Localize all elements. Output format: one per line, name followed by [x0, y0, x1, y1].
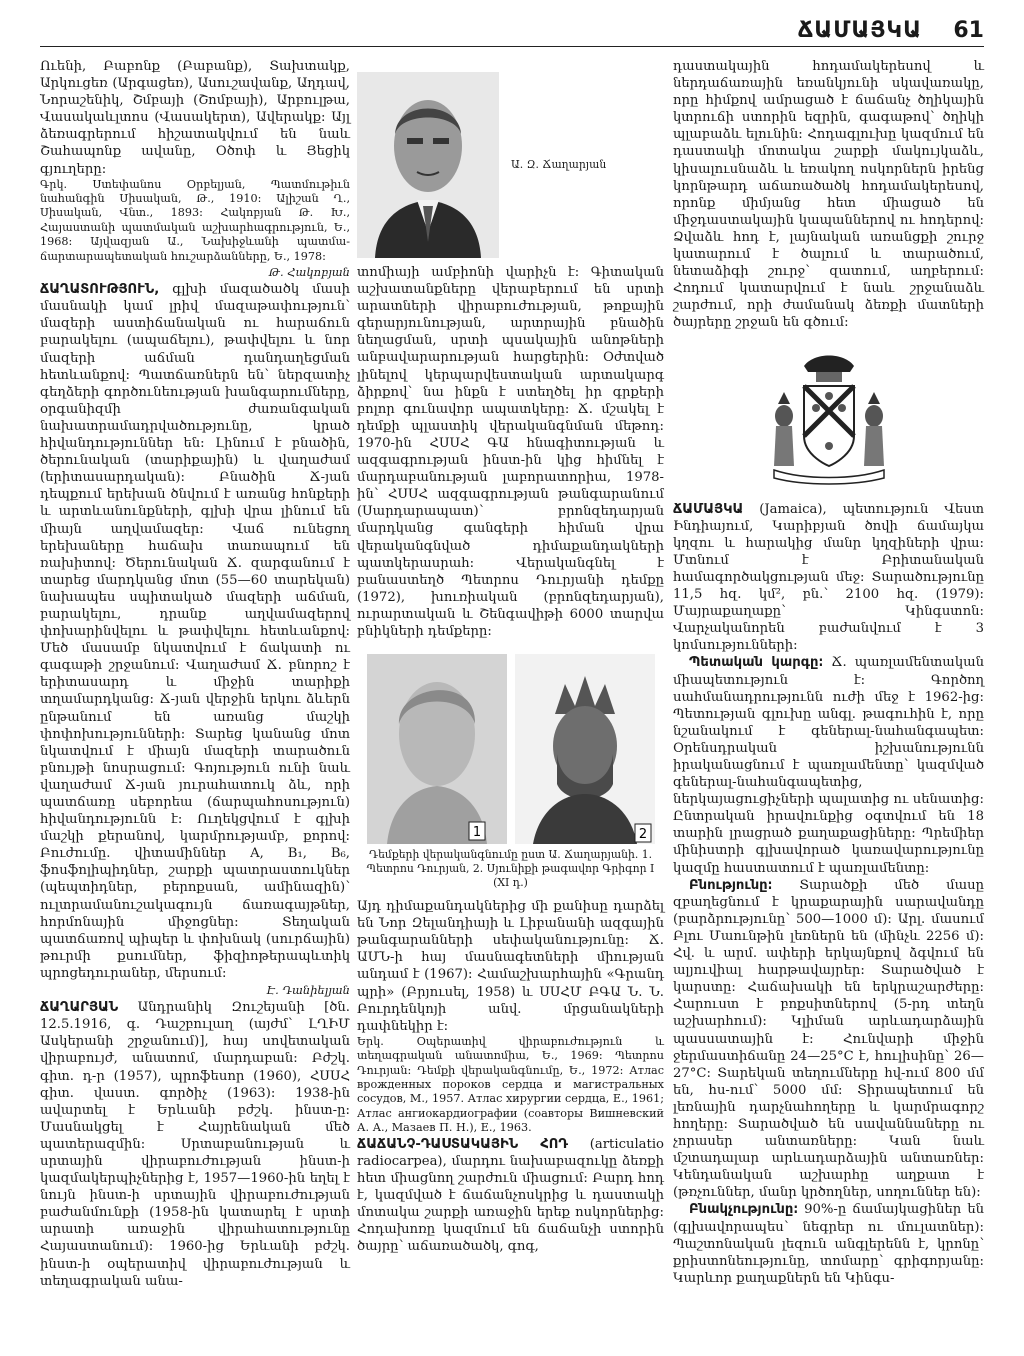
section-population [673, 1201, 984, 1286]
article-wrist-joint-cont: դաստակային հոդամակերեսով և ներդաճառային եռանկյունի սկավառակը, որը հիմքով ամրացած է ճաճանչ ծղիկային կտրուճի ստորին եզրին, գագաթով՝ ծղիկի պլաբաձև ելունին։ Հոդագլուխը կազմում են դաստակի մոտակա շարքի մակույկաձև, կիսալուսնաձև և եռակող ոսկորներն իրենց կորնթարդ աճառածածկ հոդամակերեսով, որոնք միմյանց հետ միացած են միջդաստակային կապաններով ու հոդերով։ Ձվաձև հոդ է, լայնական առանցքի շուրջ կատարում է ծալում և տարածում, նետաձիգի շուրջ՝ զատում, աղբերում։ Հոդում կատարվում է նաև շրջանաձև շարժում, որի ժամանակ ձեռքի մատների ծայրերը շրջան են գծում։ [673, 59, 984, 331]
entry-term: ՃԱՂԱՐՅԱՆ [40, 1000, 119, 1016]
svg-text:2: 2 [638, 827, 647, 843]
column-3 [673, 58, 984, 1287]
section-text: Ճ. պառլամենտական միապետություն է։ Գործող սահմանադրությունն ուժի մեջ է 1962-ից։ Պետության գլուխը անգլ. թագուհին է, որը նշանակում է գեներալ-նահանգապետ։ Օրենսդրական իշխանությունն իրականացնում է պառլամենտը՝ կազմված գեներալ-նահանգապետից, ներկայացուցիչների պալատից ու սենատից։ Ընտրական իրավունքից օգտվում են 18 տարին լրացրած քաղաքացիները։ Պրեմիեր մինիստրի գլխավորած կառավարությունը կազմը հաստատում է պառլամենտը։ [673, 655, 984, 876]
page-number: 61 [953, 18, 984, 43]
svg-text:1: 1 [472, 825, 481, 841]
author-signature-1: Թ. Հակոբյան [268, 265, 350, 280]
literature-2: Երկ. Օպերատիվ վիրաբուժություն և տեղագրական անատոմիա, Ե., 1969։ Պետրոս Դուրյան։ Դեմքի վերականգնումը, Ե., 1972։ Атлас врожденных пороков сердца и магистральных сосудов, М., 1957. Атлас хирургии сердца, Е., 1961; Атлас ангиокардиографии (соавторы Вишневский А. А., Мазаев П. Н.), Е., 1963. [357, 1034, 664, 1135]
entry-term: ՃԱՃԱՆՉ-ԴԱՍՏԱԿԱՅԻՆ ՀՈԴ [357, 1136, 569, 1152]
section-heading: Բնակչությունը։ [689, 1202, 799, 1218]
section-nature [673, 877, 984, 1202]
reconstruction-figure [357, 654, 664, 844]
entry-term: ՃԱՄԱՅԿԱ [673, 501, 744, 517]
entry-term: ՃԱՂԱՏՈՒԹՅՈՒՆ, [40, 282, 160, 298]
running-head: ՃԱՄԱՅԿԱ [797, 18, 922, 43]
article-chagharyan [40, 999, 350, 1290]
entry-text: (articulatio radiocarpea), մարդու նախաբազուկը ձեռքի հետ միացնող շարժուն միացում։ Բարդ հոդ է, կազմված է ճաճանչոսկրից և դաստակի մոտակա շարքի առաջին երեք ոսկորներից։ Հոդախոռը կազմում են ճաճանչի ստորին ծայրը՝ աճառածածկ, գոգ, [357, 1136, 664, 1255]
entry-text: (Jamaica), պետություն Վեստ Ինդիայում, Կարիբյան ծովի ճամայկա կղզու և հարակից մանր կղզիների վրա։ Մտնում է Բրիտանական համագործակցության մեջ։ Տարածությունը 11,5 հզ. կմ², բն.՝ 2100 հզ. (1979)։ Մայրաքաղաքը՝ Կինգստոն։ Վարչականորեն բաժանվում է 3 կոմսությունների։ [673, 501, 984, 654]
article-wrist-joint [357, 1136, 664, 1256]
section-text: 90%-ը ճամայկացիներ են (գլխավորապես՝ նեգրեր ու մուլատներ)։ Պաշտոնական լեզուն անգլերենն է, կրոնը՝ քրիստոնեությունը, տոմարը՝ գրիգորյանը։ Կարևոր քաղաքներն են Կինգս- [673, 1202, 984, 1286]
coat-of-arms-figure [673, 346, 984, 491]
entry-text: Անդրանիկ Զուշեյանի [ծն. 12.5.1916, գ. Դաշբուլաղ (այժմ՝ ԼՂԻՄ Ասկերանի շրջանում)], հայ սովետական վիրաբույժ, անատոմ, մարդաբան։ Բժշկ. գիտ. դ-ր (1957), պրոֆեսոր (1960), ՀՍՍՀ գիտ. վաստ. գործիչ (1963)։ 1938-ին ավարտել է Երևանի բժշկ. ինստ-ը։ Մասնակցել է Հայրենական մեծ պատերազմին։ Սրտաբանության և սրտային վիրաբուժության ինստ-ի կազմակերպիչներից է, 1957—1960-ին եղել է նույն ինստ-ի սրտային վիրաբուժության բաժանմունքի (1958-ին կատարել է սրտի արատի առաջին վիրահատությունը Հայաստանում)։ 1960-ից Երևանի բժշկ. ինստ-ի օպերատիվ վիրաբուժության և տեղագրական անա- [40, 1000, 350, 1289]
article-chagharyan-end: Այդ դիմաքանդակներից մի քանիսը դարձել են Նոր Զելանդիայի և Լիբանանի ազգային թանգարանների սեփականությունը։ Ճ. ԱՄՆ-ի հայ մասնագետների միության անդամ է (1967)։ Համաշխարհային «Գրանդ պրի» (Բրյուսել, 1958) և ՍՍՀՄ ԲԳԱ Ն. Ն. Բուրդենկոյի անվ. մրցանակների դափնեկիր է։ [357, 899, 664, 1034]
portrait-caption: Ա. Զ. Ճաղարյան [511, 158, 607, 171]
article-chagharyan-cont: տոմիայի ամբիոնի վարիչն է։ Գիտական աշխատանքները վերաբերում են սրտի արատների վիրաբուժության, թոքային գերարյունության, արտրային բնածին նեղացման, սրտի պսակային անոթների անբավարարության հարցերին։ Օժտված լինելով կերպարվեստական արտակարգ ձիրքով՝ նա ինքն է ստեղծել իր գրքերի բոլոր գունավոր ապատկերը։ Ճ. մշակել է դեմքի պլաստիկ վերականգնման մեթոդ։ 1970-ին ՀՍՍՀ ԳԱ հնագիտության և ազգագրության ինստ-ին կից հիմնել է մարդաբանության լաբորատորիա, 1978-ին՝ ՀՍՍՀ ազգագրության թանգարանում (Սարդարապատ)՝ բրոնզեդարյան մարդկանց գանգերի հիման վրա վերականգնված դիմաքանդակների պատկերասրահ։ Վերականգնել է բանաստեղծ Պետրոս Դուրյանի դեմքը (1972), խուռիական (բրոնզեդարյան), ուրարտական և Շենգավիթի 6000 տարվա բնիկների դեմքերը։ [357, 265, 664, 639]
column-1 [40, 58, 350, 1290]
author-signature-2: Է. Դանիելյան [266, 983, 350, 998]
section-heading: Բնությունը։ [689, 877, 773, 893]
section-state-system [673, 654, 984, 876]
column-2 [357, 58, 664, 1255]
section-heading: Պետական կարգը։ [689, 655, 824, 671]
coat-of-arms-icon [754, 346, 904, 486]
reconstruction-caption: Դեմքերի վերականգնումը ըստ Ա. Ճաղարյանի. 1. Պետրոս Դուրյան, 2. Սյունիքի թագավոր Գրիգոր I (XI դ.) [366, 848, 655, 890]
section-text: Տարածքի մեծ մասը զբաղեցնում է կրաքարային սարավանդը (բարձրությունը՝ 500—1000 մ)։ Արլ. մասում Բլու Մաունթին լեռներն են (մինչև 2256 մ)։ Հվ. և արմ. ափերի երկայնքով ձգվում են ալյուվիալ հարթավայրեր։ Տարածված է կարստը։ Հաճախակի են երկրաշարժերը։ Հարուստ է բոքսիտներով (5-րդ տեղն աշխարհում)։ Կլիման արևադարձային պասսատային է։ Հունվարի միջին ջերմաստիճանը 24—25°C է, հուլիսինը՝ 26—27°C։ Տարեկան տեղումները հվ-ում 800 մմ են, հս-ում՝ 5000 մմ։ Տիրապետում են լեռնային դարչնահողերը և կարմրագորշ հողերը։ Տարածված են սավաննաները ու չորասեր անտառները։ Կան նաև մշտադալար արևադարձային անտառներ։ Կենդանական աշխարհը աղքատ է (թռչուններ, մանր կրծողներ, սողուններ են)։ [673, 877, 984, 1201]
intro-paragraph: Ուենի, Բաբոնք (Բաբանք), Տախտակք, Արկուցեռ (Արգացեռ), Ասուշավանք, Աղդավ, Նորաշենիկ, Շմբայի (Շոմբայի), Արբուլթա, Վասակաևլտոս (Վասակերտ), Ավերակք։ Այլ ձեռագրերում հիշատակվում են նաև Շահապոնք ավանը, Օծոփ և Յեցիկ գյուղերը։ [40, 59, 350, 177]
entry-text: գլխի մազածածկ մասի մասնակի կամ լրիվ մազաթափություն՝ մազերի աստիճանական ու հարաճուն բարակելու (ապաճելու), թափվելու և նոր մազերի աճման դանդաղեցման հետևանքով։ Պատճառներն են՝ ներզատիչ գեղձերի գործունեության խանգարումները, օրգանիզմի ժառանգական նախատրամադրվածությունը, կրած հիվանդություններ են։ Լինում է բնածին, ծերունական (տարիքային) և վաղաժամ (երիտասարդական)։ Բնածին Ճ-յան դեպքում երեխան ծնվում է առանց հոնքերի և արտևանունքների, գլխի վրա լինում են միայն աղվամազեր։ Վաճ ունեցող երեխաները հաճախ տառապում են ռախիտով։ Ծերունական Ճ. զարգանում է տարեց մարդկանց մոտ (55—60 տարեկան) նախապես սպիտակած մազերի աճման, բարակելու, դրանք աղվամազերով փոխարինվելու և թափվելու հետևանքով։ Մեծ մասամբ նկատվում է ճակատի ու գագաթի շրջանում։ Վաղաժամ Ճ. բնորոշ է երիտասարդ և միջին տարիքի տղամարդկանց։ Ճ-յան վերջին երկու ձևերն ընթանում են առանց մաշկի փոփոխությունների։ Տարեց կանանց մոտ նկատվում է միայն մազերի տարածուն բնույթի նոսրացում։ Գոյություն ունի նաև վաղաժամ Ճ-յան յուրահատուկ ձև, որի պատճառը սեբորեա (ճարպահոսություն) հիվանդությունն է։ Ուղեկցվում է գլխի մաշկի քերանով, կարմրությամբ, քորով։ Բուժումը. վիտամիններ A, B₁, B₆, ֆոսֆոլիպիդներ, շարքի պատրաստուկներ (պեպտիդներ, բերոքսան, ամինազին)՝ ուլտրամանուշակագույն ճառագայթներ, հորմոնային միջոցներ։ Տեղական պատճառով պիպեր և փոխնակ (սուրճային) թուրմի քսումներ, ֆիզիոթերապևտիկ պրոցեդուրաներ, մերսում։ [40, 282, 350, 981]
article-baldness [40, 281, 350, 982]
page-header [40, 10, 984, 47]
reconstruction-photo-1 [367, 654, 507, 844]
portrait-figure [357, 58, 664, 258]
article-jamaica [673, 501, 984, 655]
literature-1: Գրկ. Ստեփանոս Օրբելյան, Պատմութիւն նահանգին Սիսական, Թ., 1910։ Ալիշան Ղ., Սիսական, Վնտ., 1893։ Հակոբյան Թ. Խ., Հայաստանի պատմական աշխարհագրություն, Ե., 1968։ Այվազյան Ա., Նախիջևանի պատմա-ճարտարապետական հուշարձանները, Ե., 1978։ [40, 177, 350, 263]
reconstruction-photo-2 [515, 654, 655, 844]
portrait-photo [357, 72, 499, 258]
